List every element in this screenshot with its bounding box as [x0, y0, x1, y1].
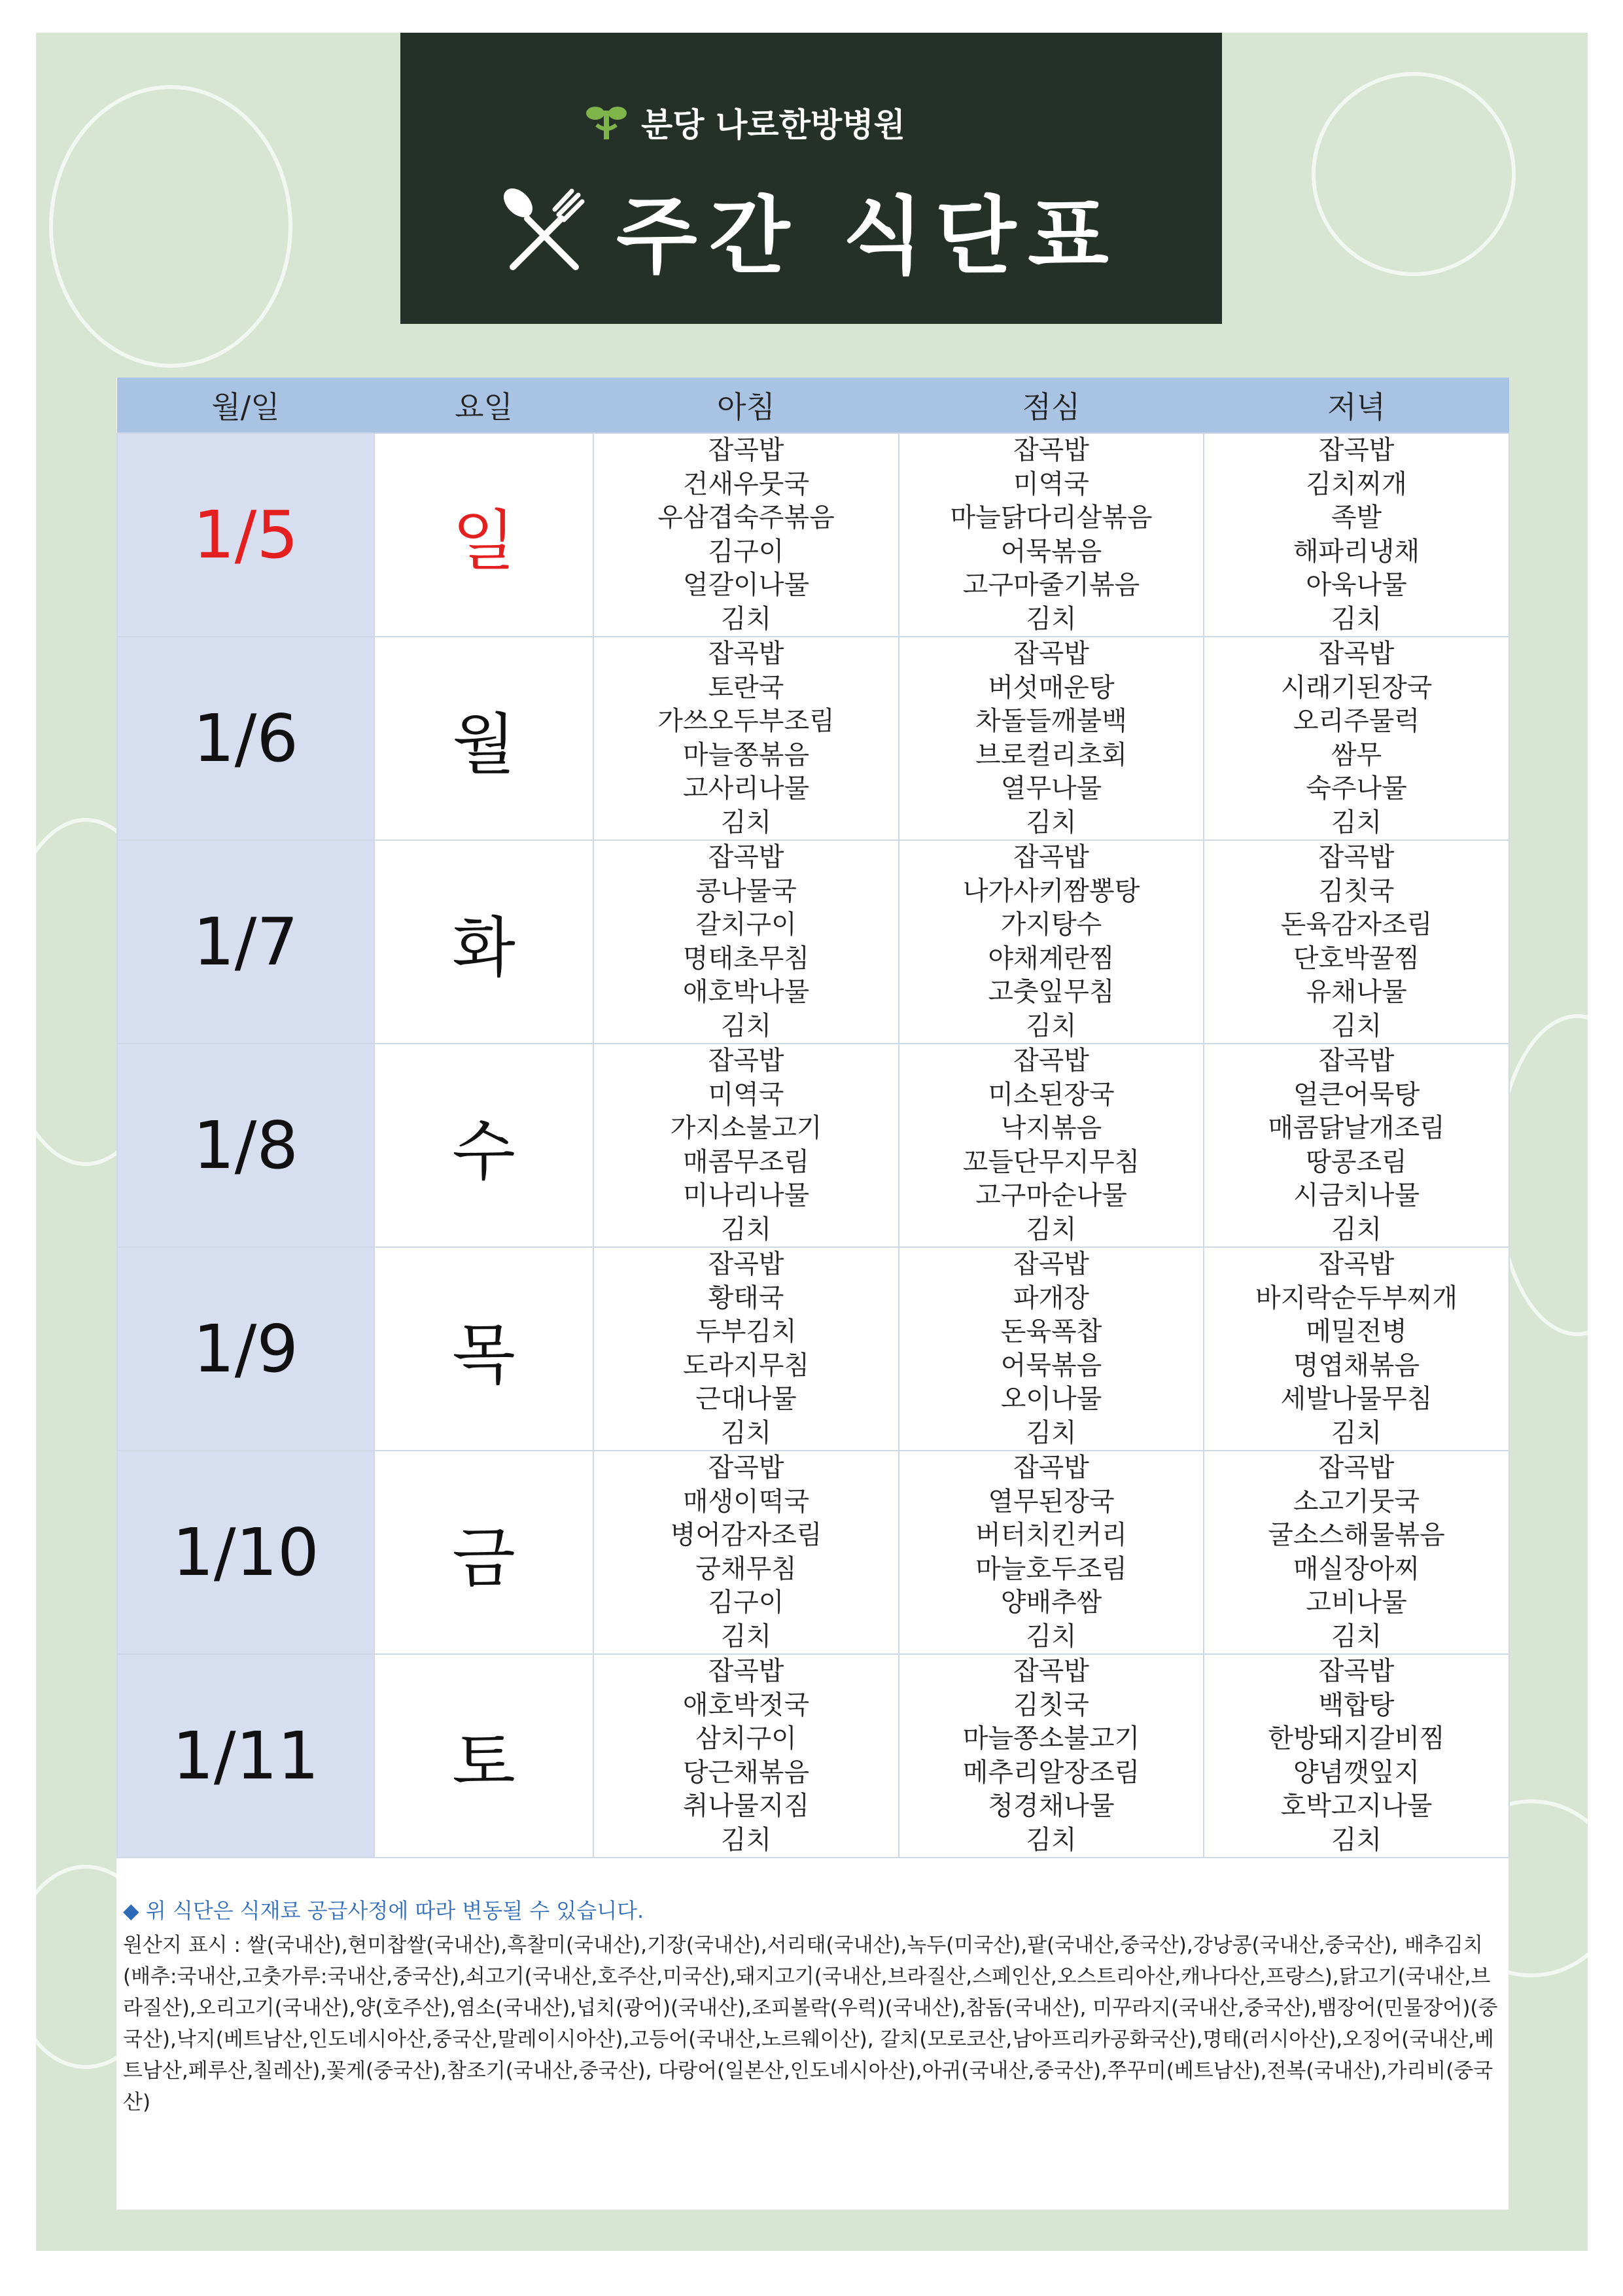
menu-item: 김치 [1331, 807, 1382, 838]
menu-item: 나가사키짬뽕탕 [962, 875, 1140, 906]
menu-item: 김치 [720, 1417, 772, 1448]
title-banner [400, 33, 1222, 324]
menu-item: 황태국 [708, 1282, 784, 1313]
table-row [117, 433, 1509, 637]
menu-item: 두부김치 [695, 1316, 797, 1347]
menu-item: 열무된장국 [988, 1486, 1115, 1517]
menu-item: 김치 [1331, 1824, 1382, 1855]
menu-item: 땅콩조림 [1306, 1146, 1407, 1177]
menu-item: 마늘쫑볶음 [682, 739, 810, 770]
menu-item: 잡곡밥 [1318, 435, 1395, 465]
menu-item: 콩나물국 [695, 875, 797, 906]
menu-item: 궁채무침 [695, 1553, 797, 1584]
dinner-cell [1204, 1247, 1509, 1451]
header-dinner: 저녁 [1204, 378, 1509, 433]
lunch-cell [899, 1044, 1204, 1247]
menu-item: 김치 [1331, 1010, 1382, 1041]
table-row [117, 840, 1509, 1044]
menu-item: 매콤무조림 [682, 1146, 810, 1177]
menu-item: 병어감자조림 [670, 1520, 822, 1550]
header-lunch: 점심 [899, 378, 1204, 433]
menu-item: 가지소불고기 [670, 1113, 822, 1143]
menu-item: 아욱나물 [1306, 570, 1407, 600]
menu-item: 김치 [1026, 1417, 1077, 1448]
table-row [117, 1654, 1509, 1858]
menu-item: 고구마줄기볶음 [962, 570, 1140, 600]
menu-item: 김칫국 [1318, 875, 1395, 906]
menu-item: 파개장 [1013, 1282, 1089, 1313]
lunch-cell [899, 1451, 1204, 1654]
menu-item: 오이나물 [1000, 1384, 1102, 1414]
dinner-cell [1204, 433, 1509, 637]
menu-item: 쌈무 [1331, 739, 1382, 770]
menu-item: 버섯매운탕 [988, 672, 1115, 703]
menu-item: 차돌들깨불백 [975, 706, 1127, 736]
header-breakfast: 아침 [593, 378, 899, 433]
origin-info: 원산지 표시 : 쌀(국내산),현미찹쌀(국내산),흑찰미(국내산),기장(국내산),서리태(국내산),녹두(미국산),팥(국내산,중국산),강낭콩(국내산,중국산), 배추김치(배추:국내산,고춧가루:국내산,중국산),쇠고기(국내산,호주산,미국산),돼지고기(국내산,브라질산,스페인산,오스트리아산,캐나다산,프랑스),닭고기(국내산,브라질산),오리고기(국내산),양(호주산),염소(국내산),넙치(광어)(국내산),조피볼락(우럭)(국내산),참돔(국내산), 미꾸라지(국내산,중국산),뱀장어(민물장어)(중국산),낙지(베트남산,인도네시아산,중국산,말레이시아산),고등어(국내산,노르웨이산), 갈치(모로코산,남아프리카공화국산),명태(러시아산),오징어(국내산,베트남산,페루산,칠레산),꽃게(중국산),참조기(국내산,중국산), 다랑어(일본산,인도네시아산),아귀(국내산,중국산),쭈꾸미(베트남산),전복(국내산),가리비(중국산) [123, 1934, 1498, 2114]
menu-item: 잡곡밥 [1013, 1249, 1089, 1279]
date-cell: 1/9 [117, 1247, 374, 1451]
menu-item: 고비나물 [1306, 1587, 1407, 1617]
menu-item: 잡곡밥 [1013, 435, 1089, 465]
header-day: 요일 [374, 378, 593, 433]
breakfast-cell [593, 1044, 899, 1247]
menu-item: 잡곡밥 [1318, 1046, 1395, 1076]
menu-item: 건새우뭇국 [682, 468, 810, 499]
menu-item: 야채계란찜 [988, 943, 1115, 974]
menu-item: 호박고지나물 [1280, 1791, 1433, 1821]
breakfast-cell [593, 637, 899, 840]
breakfast-cell [593, 1451, 899, 1654]
menu-item: 근대나물 [695, 1384, 797, 1414]
weekly-menu-table [116, 378, 1510, 1858]
weekday-cell: 수 [374, 1044, 593, 1247]
menu-item: 김치 [720, 1010, 772, 1041]
menu-item: 김치 [1331, 1417, 1382, 1448]
menu-item: 김치 [1026, 1621, 1077, 1651]
menu-item: 어묵볶음 [1000, 536, 1102, 567]
menu-item: 시금치나물 [1293, 1180, 1420, 1210]
menu-item: 애호박젓국 [682, 1689, 810, 1720]
lunch-cell [899, 840, 1204, 1044]
breakfast-cell [593, 840, 899, 1044]
menu-item: 김치 [1026, 603, 1077, 634]
menu-item: 김치 [720, 603, 772, 634]
dinner-cell [1204, 1654, 1509, 1858]
menu-item: 한방돼지갈비찜 [1268, 1723, 1445, 1754]
table-row [117, 637, 1509, 840]
weekday-cell: 일 [374, 433, 593, 637]
menu-item: 김치 [720, 1214, 772, 1245]
menu-item: 갈치구이 [695, 910, 797, 940]
menu-item: 얼큰어묵탕 [1293, 1079, 1420, 1110]
menu-item: 메추리알장조림 [962, 1757, 1140, 1788]
menu-item: 잡곡밥 [1013, 842, 1089, 872]
lunch-cell [899, 1247, 1204, 1451]
menu-item: 잡곡밥 [708, 435, 784, 465]
menu-item: 단호박꿀찜 [1293, 943, 1420, 974]
menu-item: 매생이떡국 [682, 1486, 810, 1517]
hospital-name-row [584, 93, 905, 152]
menu-item: 미역국 [1013, 468, 1089, 499]
header-date: 월/일 [117, 378, 374, 433]
menu-item: 잡곡밥 [1318, 639, 1395, 669]
dinner-cell [1204, 637, 1509, 840]
fork-spoon-icon [498, 183, 590, 275]
menu-item: 양념깻잎지 [1293, 1757, 1420, 1788]
change-notice: ◆ 위 식단은 식재료 공급사정에 따라 변동될 수 있습니다. [123, 1898, 644, 1923]
menu-item: 잡곡밥 [1318, 1249, 1395, 1279]
menu-item: 바지락순두부찌개 [1255, 1282, 1458, 1313]
lunch-cell [899, 637, 1204, 840]
menu-item: 양배추쌈 [1000, 1587, 1102, 1617]
table-row [117, 1044, 1509, 1247]
menu-item: 도라지무침 [682, 1350, 810, 1381]
menu-item: 잡곡밥 [1318, 1656, 1395, 1686]
menu-item: 백합탕 [1318, 1689, 1395, 1720]
decorative-garlic-doodle [49, 85, 292, 368]
menu-item: 삼치구이 [695, 1723, 797, 1754]
weekday-cell: 월 [374, 637, 593, 840]
menu-item: 마늘쫑소불고기 [962, 1723, 1140, 1754]
menu-item: 매콤닭날개조림 [1268, 1113, 1445, 1143]
menu-item: 김구이 [708, 1587, 784, 1617]
menu-item: 소고기뭇국 [1293, 1486, 1420, 1517]
menu-item: 김치 [1026, 1010, 1077, 1041]
breakfast-cell [593, 1247, 899, 1451]
menu-item: 유채나물 [1306, 977, 1407, 1007]
menu-item: 명태초무침 [682, 943, 810, 974]
weekday-cell: 토 [374, 1654, 593, 1858]
lunch-cell [899, 433, 1204, 637]
menu-item: 잡곡밥 [1013, 1046, 1089, 1076]
menu-item: 어묵볶음 [1000, 1350, 1102, 1381]
menu-item: 김치 [1331, 603, 1382, 634]
menu-item: 잡곡밥 [1013, 639, 1089, 669]
menu-item: 열무나물 [1000, 773, 1102, 804]
menu-item: 세발나물무침 [1280, 1384, 1433, 1414]
menu-item: 마늘닭다리살볶음 [950, 503, 1153, 533]
menu-item: 애호박나물 [682, 977, 810, 1007]
menu-item: 버터치킨커리 [975, 1520, 1127, 1550]
menu-item: 미나리나물 [682, 1180, 810, 1210]
menu-item: 오리주물럭 [1293, 706, 1420, 736]
menu-item: 잡곡밥 [708, 639, 784, 669]
menu-item: 잡곡밥 [708, 1656, 784, 1686]
menu-item: 마늘호두조림 [975, 1553, 1127, 1584]
dinner-cell [1204, 1044, 1509, 1247]
breakfast-cell [593, 433, 899, 637]
menu-item: 청경채나물 [988, 1791, 1115, 1821]
menu-item: 미소된장국 [988, 1079, 1115, 1110]
menu-item: 숙주나물 [1306, 773, 1407, 804]
menu-item: 가쓰오두부조림 [657, 706, 835, 736]
table-row [117, 1247, 1509, 1451]
menu-item: 김치 [1331, 1214, 1382, 1245]
menu-item: 꼬들단무지무침 [962, 1146, 1140, 1177]
menu-item: 김치 [720, 807, 772, 838]
date-cell: 1/5 [117, 433, 374, 637]
lunch-cell [899, 1654, 1204, 1858]
menu-item: 가지탕수 [1000, 910, 1102, 940]
menu-item: 잡곡밥 [1318, 1453, 1395, 1483]
menu-item: 김치 [720, 1621, 772, 1651]
menu-item: 김칫국 [1013, 1689, 1089, 1720]
menu-item: 해파리냉채 [1293, 536, 1420, 567]
menu-item: 고사리나물 [682, 773, 810, 804]
date-cell: 1/10 [117, 1451, 374, 1654]
menu-item: 김치 [1026, 1824, 1077, 1855]
menu-item: 잡곡밥 [708, 1249, 784, 1279]
menu-item: 얼갈이나물 [682, 570, 810, 600]
menu-item: 명엽채볶음 [1293, 1350, 1420, 1381]
menu-item: 굴소스해물볶음 [1268, 1520, 1445, 1550]
menu-item: 김치 [1026, 807, 1077, 838]
menu-item: 메밀전병 [1306, 1316, 1407, 1347]
menu-item: 취나물지짐 [682, 1791, 810, 1821]
menu-item: 김치 [1026, 1214, 1077, 1245]
menu-item: 잡곡밥 [708, 842, 784, 872]
title-row [498, 164, 1121, 294]
notes-section [116, 1896, 1509, 2118]
date-cell: 1/8 [117, 1044, 374, 1247]
weekday-cell: 목 [374, 1247, 593, 1451]
hospital-logo-icon [584, 103, 629, 142]
menu-item: 김치찌개 [1306, 468, 1407, 499]
decorative-vegetable-doodle [1312, 72, 1516, 276]
menu-item: 브로컬리초회 [975, 739, 1127, 770]
menu-item: 돈육감자조림 [1280, 910, 1433, 940]
date-cell: 1/7 [117, 840, 374, 1044]
table-header-row [117, 378, 1509, 433]
date-cell: 1/6 [117, 637, 374, 840]
breakfast-cell [593, 1654, 899, 1858]
hospital-name: 분당 나로한방병원 [641, 106, 905, 144]
dinner-cell [1204, 840, 1509, 1044]
menu-item: 잡곡밥 [1318, 842, 1395, 872]
menu-item: 우삼겹숙주볶음 [657, 503, 835, 533]
weekday-cell: 금 [374, 1451, 593, 1654]
menu-item: 토란국 [708, 672, 784, 703]
table-row [117, 1451, 1509, 1654]
menu-item: 시래기된장국 [1280, 672, 1433, 703]
menu-body [117, 433, 1509, 1858]
menu-item: 잡곡밥 [1013, 1656, 1089, 1686]
menu-item: 잡곡밥 [708, 1046, 784, 1076]
menu-item: 잡곡밥 [1013, 1453, 1089, 1483]
menu-item: 낙지볶음 [1000, 1113, 1102, 1143]
menu-item: 매실장아찌 [1293, 1553, 1420, 1584]
page-title: 주간 식단표 [616, 188, 1121, 285]
menu-item: 족발 [1331, 503, 1382, 533]
menu-item: 고구마순나물 [975, 1180, 1127, 1210]
menu-item: 미역국 [708, 1079, 784, 1110]
menu-item: 돈육폭찹 [1000, 1316, 1102, 1347]
date-cell: 1/11 [117, 1654, 374, 1858]
dinner-cell [1204, 1451, 1509, 1654]
menu-item: 김치 [1331, 1621, 1382, 1651]
menu-item: 김치 [720, 1824, 772, 1855]
menu-item: 김구이 [708, 536, 784, 567]
weekday-cell: 화 [374, 840, 593, 1044]
menu-item: 당근채볶음 [682, 1757, 810, 1788]
menu-sheet [116, 378, 1509, 2210]
menu-item: 잡곡밥 [708, 1453, 784, 1483]
menu-item: 고춧잎무침 [988, 977, 1115, 1007]
